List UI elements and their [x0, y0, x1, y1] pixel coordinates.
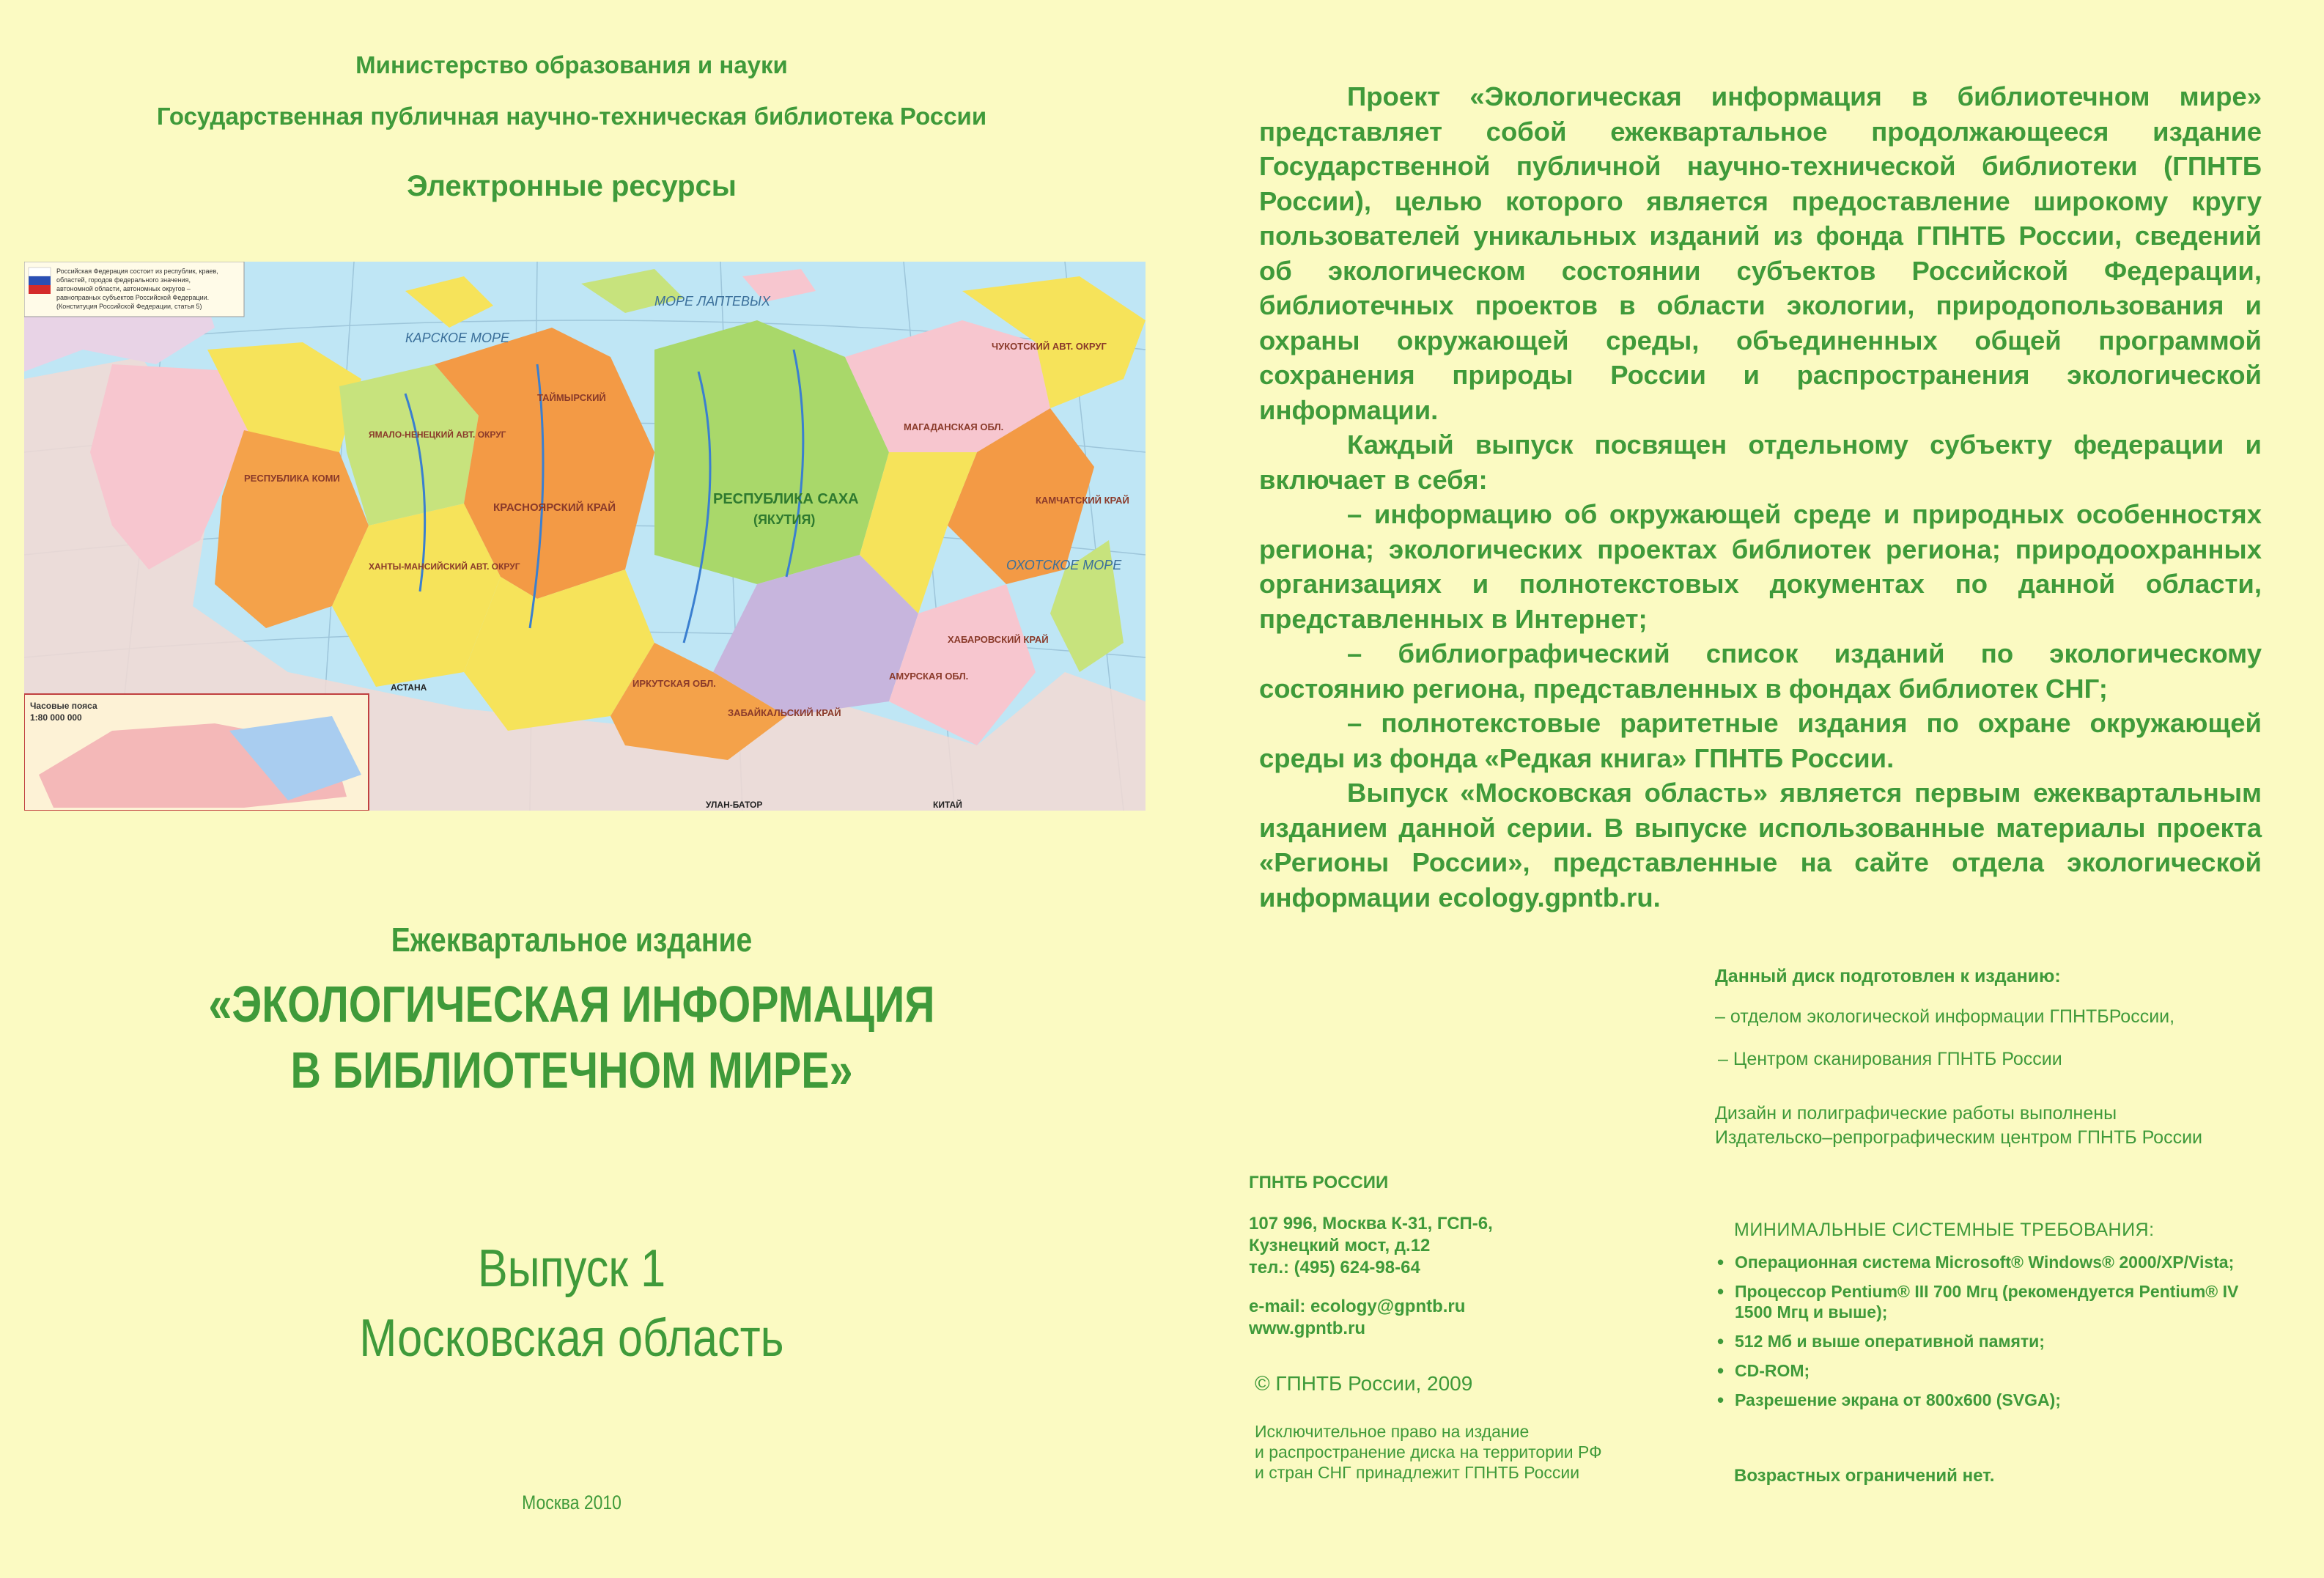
rights-notice: и распространение диска на территории РФ	[1255, 1442, 1602, 1461]
copyright-notice: © ГПНТБ России, 2009	[1255, 1372, 1473, 1395]
design-credit: Издательско–репрографическим центром ГПНТБ России	[1715, 1127, 2203, 1148]
svg-text:КРАСНОЯРСКИЙ КРАЙ: КРАСНОЯРСКИЙ КРАЙ	[493, 501, 616, 514]
svg-text:Российская Федерация состоит и: Российская Федерация состоит из республик, краев,	[56, 268, 218, 275]
email-address: e-mail: ecology@gpntb.ru	[1249, 1297, 1466, 1316]
city-year: Москва 2010	[522, 1492, 621, 1514]
title-line-1: «ЭКОЛОГИЧЕСКАЯ ИНФОРМАЦИЯ	[208, 976, 935, 1033]
svg-text:УЛАН-БАТОР: УЛАН-БАТОР	[706, 800, 763, 810]
requirement-item: • 512 Мб и выше оперативной памяти;	[1717, 1331, 2245, 1352]
system-requirements-list	[1717, 1252, 2245, 1419]
svg-text:МАГАДАНСКАЯ ОБЛ.: МАГАДАНСКАЯ ОБЛ.	[904, 421, 1004, 432]
description-paragraph: Каждый выпуск посвящен отдельному субъекту федерации и включает в себя:	[1259, 429, 2262, 495]
edition-type: Ежеквартальное издание	[391, 921, 753, 959]
requirement-item: • Разрешение экрана от 800x600 (SVGA);	[1717, 1390, 2245, 1410]
svg-text:КАРСКОЕ МОРЕ: КАРСКОЕ МОРЕ	[405, 331, 510, 345]
description-paragraph: – библиографический список изданий по экологическому состоянию региона, представленных в фондах библиотек СНГ;	[1259, 638, 2262, 704]
project-description	[1259, 79, 2262, 915]
address-line: 107 996, Москва К-31, ГСП-6,	[1249, 1214, 1493, 1234]
description-paragraph: Проект «Экологическая информация в библиотечном мире» представляет собой ежеквартальное продолжающееся издание Государственной публичной научно-технической библиотеки (ГПНТБ России), целью которого является предоставление широкому кругу пользователей уникальных изданий из фонда ГПНТБ России, сведений об экологическом состоянии субъектов Российской Федерации, библиотечных проектов в области экологии, природопользования и охраны окружающей среды, объединенных общей программой сохранения природы России и распространения экологической информации.	[1259, 81, 2262, 425]
svg-text:ЗАБАЙКАЛЬСКИЙ КРАЙ: ЗАБАЙКАЛЬСКИЙ КРАЙ	[728, 707, 841, 718]
svg-text:АСТАНА: АСТАНА	[391, 682, 427, 693]
title-line-2: В БИБЛИОТЕЧНОМ МИРЕ»	[290, 1041, 853, 1099]
disk-prepared-item: – отделом экологической информации ГПНТБРоссии,	[1715, 1006, 2175, 1027]
phone-number: тел.: (495) 624-98-64	[1249, 1258, 1420, 1277]
rights-notice: Исключительное право на издание	[1255, 1422, 1530, 1441]
disk-prepared-heading: Данный диск подготовлен к изданию:	[1715, 966, 2061, 987]
svg-text:АМУРСКАЯ ОБЛ.: АМУРСКАЯ ОБЛ.	[889, 671, 969, 682]
svg-text:ХАНТЫ-МАНСИЙСКИЙ АВТ. ОКРУГ: ХАНТЫ-МАНСИЙСКИЙ АВТ. ОКРУГ	[369, 561, 520, 572]
requirement-item: • Операционная система Microsoft® Windows® 2000/XP/Vista;	[1717, 1252, 2245, 1272]
system-requirements-heading: МИНИМАЛЬНЫЕ СИСТЕМНЫЕ ТРЕБОВАНИЯ:	[1734, 1220, 2155, 1240]
age-restriction: Возрастных ограничений нет.	[1734, 1466, 1995, 1486]
svg-text:КИТАЙ: КИТАЙ	[933, 800, 962, 810]
description-paragraph: – информацию об окружающей среде и природных особенностях региона; экологических проектах библиотек региона; природоохранных организациях и полнотекстовых документах по данной области, представленных в Интернет;	[1259, 499, 2262, 634]
svg-text:(ЯКУТИЯ): (ЯКУТИЯ)	[753, 512, 816, 527]
svg-text:автономной области, автономных: автономной области, автономных округов –	[56, 285, 191, 292]
svg-text:ТАЙМЫРСКИЙ: ТАЙМЫРСКИЙ	[537, 392, 606, 403]
issue-number: Выпуск 1	[477, 1239, 666, 1298]
issue-region: Московская область	[359, 1309, 784, 1368]
svg-text:Часовые пояса: Часовые пояса	[30, 701, 97, 711]
description-paragraph: Выпуск «Московская область» является первым ежеквартальным изданием данной серии. В выпуске использованные материалы проекта «Регионы России», представленные на сайте отдела экологической информации ecology.gpntb.ru.	[1259, 778, 2262, 912]
svg-text:МОРЕ ЛАПТЕВЫХ: МОРЕ ЛАПТЕВЫХ	[654, 294, 770, 309]
address-line: Кузнецкий мост, д.12	[1249, 1236, 1431, 1256]
rights-notice: и стран СНГ принадлежит ГПНТБ России	[1255, 1463, 1580, 1482]
svg-text:РЕСПУБЛИКА САХА: РЕСПУБЛИКА САХА	[713, 491, 859, 507]
ministry-heading: Министерство образования и науки	[355, 51, 788, 78]
e-resources-heading: Электронные ресурсы	[407, 170, 737, 202]
requirement-item: • CD-ROM;	[1717, 1360, 2245, 1381]
svg-text:РЕСПУБЛИКА КОМИ: РЕСПУБЛИКА КОМИ	[244, 473, 340, 484]
svg-text:1:80 000 000: 1:80 000 000	[30, 712, 82, 723]
disk-prepared-item: – Центром сканирования ГПНТБ России	[1718, 1049, 2062, 1069]
design-credit: Дизайн и полиграфические работы выполнены	[1715, 1103, 2117, 1124]
svg-text:областей, городов федерального: областей, городов федерального значения,	[56, 276, 191, 284]
svg-text:ЯМАЛО-НЕНЕЦКИЙ АВТ. ОКРУГ: ЯМАЛО-НЕНЕЦКИЙ АВТ. ОКРУГ	[369, 429, 506, 440]
svg-text:ОХОТСКОЕ МОРЕ: ОХОТСКОЕ МОРЕ	[1006, 558, 1122, 572]
description-paragraph: – полнотекстовые раритетные издания по охране окружающей среды из фонда «Редкая книга» ГПНТБ России.	[1259, 708, 2262, 773]
website-link: www.gpntb.ru	[1249, 1319, 1366, 1338]
svg-text:ЧУКОТСКИЙ АВТ. ОКРУГ: ЧУКОТСКИЙ АВТ. ОКРУГ	[992, 341, 1107, 352]
library-heading: Государственная публичная научно-техническая библиотека России	[156, 103, 987, 130]
svg-text:ХАБАРОВСКИЙ КРАЙ: ХАБАРОВСКИЙ КРАЙ	[948, 634, 1049, 645]
svg-text:КАМЧАТСКИЙ КРАЙ: КАМЧАТСКИЙ КРАЙ	[1036, 495, 1129, 506]
svg-text:ИРКУТСКАЯ ОБЛ.: ИРКУТСКАЯ ОБЛ.	[632, 678, 716, 689]
svg-text:равноправных субъектов Российс: равноправных субъектов Российской Федерации.	[56, 294, 210, 301]
russia-map	[24, 262, 1146, 811]
requirement-item: • Процессор Pentium® III 700 Мгц (рекомендуется Pentium® IV 1500 Мгц и выше);	[1717, 1281, 2245, 1322]
svg-text:(Конституция Российской Федера: (Конституция Российской Федерации, статья 5)	[56, 303, 202, 310]
organization-name: ГПНТБ РОССИИ	[1249, 1173, 1389, 1192]
